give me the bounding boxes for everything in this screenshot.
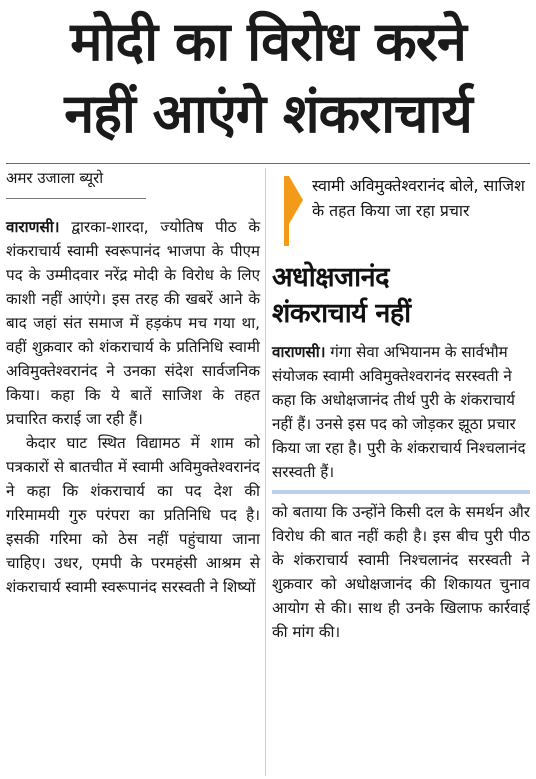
right-column: [272, 168, 530, 644]
headline-line-2: नहीं आएंगे शंकराचार्य: [64, 82, 472, 145]
right-paragraph-1-text: गंगा सेवा अभियानम के सार्वभौम संयोजक स्वामी अविमुक्तेश्वरानंद सरस्वती ने कहा कि अधोक्षजानंद तीर्थ पुरी के शंकराचार्य नहीं हैं। उनसे इस पद को जोड़कर झूठा प्रचार किया जा रहा है। पुरी के शंकराचार्य निश्चलानंद सरस्वती हैं।: [272, 343, 526, 481]
right-dateline: वाराणसी।: [272, 343, 326, 361]
left-column: [6, 168, 260, 599]
section-divider: [272, 490, 530, 494]
headline-divider: [6, 163, 530, 164]
quote-arrow-icon: [289, 176, 303, 224]
sub-headline-line-2: शंकराचार्य नहीं: [272, 298, 411, 329]
sub-headline: [272, 260, 530, 332]
left-paragraph-1-text: द्वारका-शारदा, ज्योतिष पीठ के शंकराचार्य स्वामी स्वरूपानंद भाजपा के पीएम पद के उम्मीदवार नरेंद्र मोदी के विरोध के लिए काशी नहीं आएंगे। इस तरह की खबरें आने के बाद जहां संत समाज में हड़कंप मच गया था, वहीं शुक्रवार को शंकराचार्य के प्रतिनिधि स्वामी अविमुक्तेश्वरानंद ने उनका संदेश सार्वजनिक किया। कहा कि ये बातें साजिश के तहत प्रचारित कराई जा रही हैं।: [6, 218, 260, 428]
sub-headline-line-1: अधोक्षजानंद: [272, 262, 389, 293]
pull-quote-text: स्वामी अविमुक्तेश्वरानंद बोले, साजिश के तहत किया जा रहा प्रचार: [312, 176, 525, 220]
column-divider: [265, 168, 266, 776]
byline: अमर उजाला ब्यूरो: [6, 168, 146, 199]
right-paragraph-1: [272, 340, 530, 484]
pull-quote: [272, 168, 530, 252]
dateline: वाराणसी।: [6, 218, 60, 236]
right-paragraph-2: को बताया कि उन्होंने किसी दल के समर्थन और विरोध की बात नहीं कही है। इस बीच पुरी पीठ के शंकराचार्य स्वामी निश्चलानंद सरस्वती ने शुक्रवार को अधोक्षजानंद की शिकायत चुनाव आयोग से की। साथ ही उनके खिलाफ कार्रवाई की मांग की।: [272, 503, 530, 641]
left-paragraph-1: [6, 215, 260, 431]
main-headline: [0, 0, 536, 162]
headline-line-1: मोदी का विरोध करने: [70, 10, 466, 73]
left-paragraph-2: केदार घाट स्थित विद्यामठ में शाम को पत्रकारों से बातचीत में स्वामी अविमुक्तेश्वरानंद ने कहा कि शंकराचार्य का पद देश की गरिमामयी गुरु परंपरा का प्रतिनिधि पद है। इसकी गरिमा को ठेस नहीं पहुंचाया जाना चाहिए। उधर, एमपी के परमहंसी आश्रम से शंकराचार्य स्वामी स्वरूपानंद सरस्वती ने शिष्यों: [6, 434, 260, 596]
